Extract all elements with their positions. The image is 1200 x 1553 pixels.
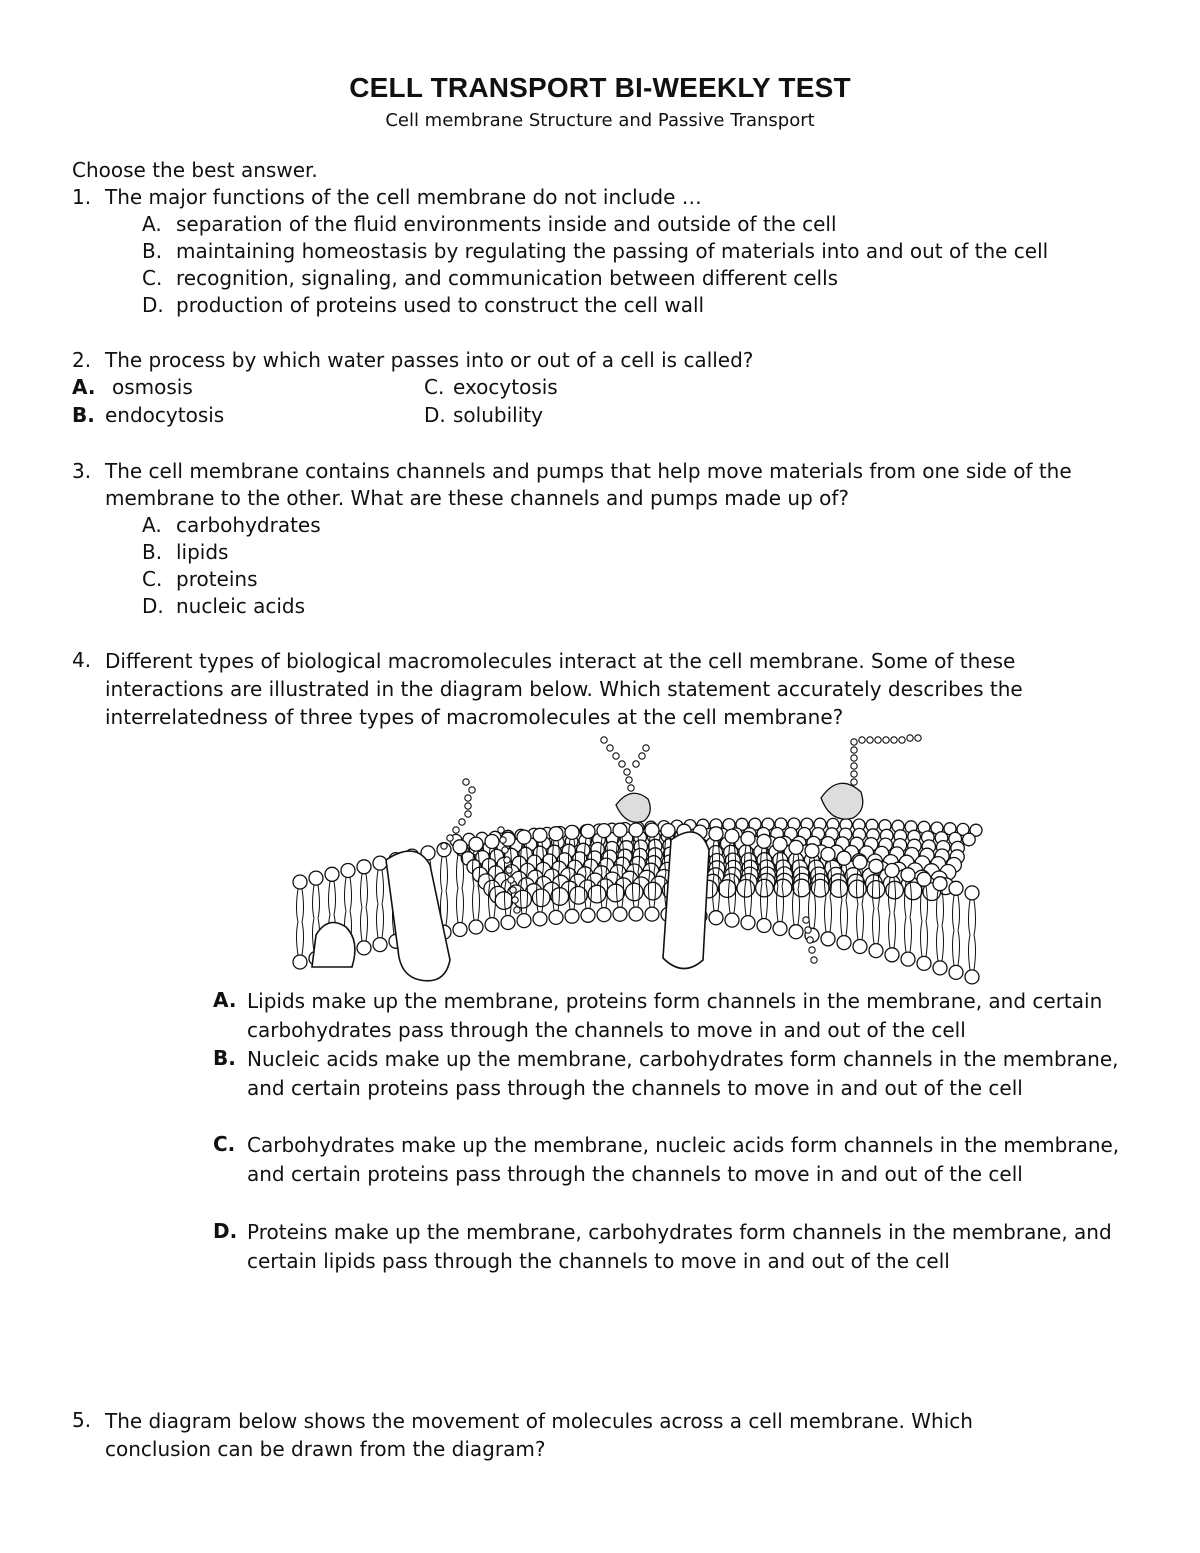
carbohydrate-chain (459, 819, 465, 825)
page-title: CELL TRANSPORT BI-WEEKLY TEST (349, 72, 851, 103)
question-text: The process by which water passes into or out of a cell is called? (105, 348, 754, 372)
question-text: The major functions of the cell membrane do not include … (105, 185, 702, 209)
phospholipid-head (517, 830, 531, 844)
phospholipid-head (581, 824, 595, 838)
option-text: separation of the fluid environments inside and outside of the cell (176, 212, 837, 236)
carbohydrate-chain (867, 737, 873, 743)
carbohydrate-chain (859, 737, 865, 743)
phospholipid-head (565, 825, 579, 839)
fatty-acid-tail (953, 895, 955, 930)
carbohydrate-chain (907, 735, 913, 741)
carbohydrate-chain (851, 763, 857, 769)
fatty-acid-tail (297, 889, 299, 922)
fatty-acid-tail (974, 935, 976, 970)
carbohydrate-chain (805, 927, 811, 933)
carbohydrate-chain (613, 753, 619, 759)
carbohydrate-chain (803, 917, 809, 923)
fatty-acid-tail (905, 917, 907, 952)
channel-protein (312, 923, 355, 968)
fatty-acid-tail (345, 878, 347, 911)
phospholipid-head (517, 914, 531, 928)
carbohydrate-chain (508, 877, 514, 883)
option-letter: B. (142, 239, 163, 263)
question-number: 1. (72, 185, 92, 209)
fatty-acid-tail (302, 889, 304, 922)
option-letter: A. (142, 513, 162, 537)
fatty-acid-tail (366, 907, 368, 941)
phospholipid-head (805, 844, 819, 858)
phospholipid-head (549, 827, 563, 841)
fatty-acid-tail (361, 907, 363, 941)
option-text: production of proteins used to construct the cell wall (176, 293, 705, 317)
fatty-acid-tail (809, 893, 811, 928)
option-letter: D. (213, 1219, 238, 1243)
carbohydrate-chain (619, 761, 625, 767)
fatty-acid-tail (969, 935, 971, 970)
carbohydrate-chain (441, 843, 447, 849)
phospholipid-head (756, 879, 774, 897)
phospholipid-head (869, 944, 883, 958)
fatty-acid-tail (862, 904, 864, 939)
carbohydrate-chain (514, 907, 520, 913)
fatty-acid-tail (974, 900, 976, 935)
phospholipid-head (853, 855, 867, 869)
carbohydrate-chain (628, 785, 634, 791)
phospholipid-head (581, 908, 595, 922)
phospholipid-head (965, 970, 979, 984)
carbohydrate-chain (851, 755, 857, 761)
phospholipid-head (901, 868, 915, 882)
option-letter: C. (142, 266, 163, 290)
fatty-acid-tail (377, 904, 379, 938)
phospholipid-head (741, 916, 755, 930)
phospholipid-head (549, 910, 563, 924)
carbohydrate-chain (626, 777, 632, 783)
fatty-acid-tail (942, 926, 944, 961)
phospholipid-head (293, 875, 307, 889)
carbohydrate-chain (807, 937, 813, 943)
carbohydrate-chain (643, 745, 649, 751)
phospholipid-head (645, 907, 659, 921)
phospholipid-head (837, 936, 851, 950)
phospholipid-head (757, 834, 771, 848)
carbohydrate-chain (891, 737, 897, 743)
carbohydrate-chain (875, 737, 881, 743)
phospholipid-head (644, 882, 662, 900)
phospholipid-head (501, 916, 515, 930)
phospholipid-head (469, 920, 483, 934)
phospholipid-head (773, 922, 787, 936)
question-text: Different types of biological macromolecules interact at the cell membrane. Some of these interactions are illustrated in the diagram below. Which statement accurately describes the interrelatedness of three types of macromolecules at the cell membrane? (105, 649, 1023, 729)
phospholipid-head (885, 864, 899, 878)
option-text: Carbohydrates make up the membrane, nucleic acids form channels in the membrane, and certain proteins pass through the channels to move in and out of the cell (247, 1133, 1120, 1186)
option-letter: A. (142, 212, 162, 236)
carbohydrate-chain (809, 947, 815, 953)
fatty-acid-tail (814, 893, 816, 928)
option-letter: B. (142, 540, 163, 564)
phospholipid-head (373, 856, 387, 870)
phospholipid-head (533, 912, 547, 926)
phospholipid-head (869, 859, 883, 873)
fatty-acid-tail (366, 874, 368, 908)
phospholipid-head (485, 835, 499, 849)
fatty-acid-tail (334, 881, 336, 914)
carbohydrate-chain (607, 745, 613, 751)
option-text: Nucleic acids make up the membrane, carbohydrates form channels in the membrane, and certain proteins pass through the channels to move in and out of the cell (247, 1047, 1119, 1100)
fatty-acid-tail (457, 888, 459, 922)
option-text: exocytosis (453, 375, 558, 399)
phospholipid-head (373, 938, 387, 952)
phospholipid-head (965, 886, 979, 900)
option-letter: A. (72, 375, 96, 399)
phospholipid-head (613, 907, 627, 921)
fatty-acid-tail (473, 886, 475, 921)
fatty-acid-tail (329, 881, 331, 914)
phospholipid-head (485, 918, 499, 932)
carbohydrate-chain (851, 771, 857, 777)
phospholipid-head (309, 871, 323, 885)
fatty-acid-tail (857, 904, 859, 939)
phospholipid-head (821, 847, 835, 861)
phospholipid-head (709, 911, 723, 925)
carbohydrate-chain (851, 779, 857, 785)
phospholipid-head (933, 961, 947, 975)
option-letter: C. (142, 567, 163, 591)
phospholipid-head (293, 955, 307, 969)
option-letter: D. (142, 293, 164, 317)
phospholipid-head (885, 948, 899, 962)
phospholipid-head (949, 965, 963, 979)
fatty-acid-tail (873, 908, 875, 943)
phospholipid-head (789, 925, 803, 939)
phospholipid-head (917, 956, 931, 970)
fatty-acid-tail (910, 917, 912, 952)
option-letter: A. (213, 988, 237, 1012)
option-text: proteins (176, 567, 258, 591)
phospholipid-head (629, 907, 643, 921)
page-subtitle: Cell membrane Structure and Passive Transport (385, 110, 815, 131)
fatty-acid-tail (958, 930, 960, 965)
carbohydrate-chain (453, 827, 459, 833)
instructions: Choose the best answer. (72, 158, 318, 182)
carbohydrate-chain (465, 795, 471, 801)
carbohydrate-chain (512, 897, 518, 903)
glycoprotein (616, 793, 650, 822)
carbohydrate-chain (811, 957, 817, 963)
phospholipid-head (613, 823, 627, 837)
fatty-acid-tail (894, 913, 896, 948)
fatty-acid-tail (926, 921, 928, 956)
carbohydrate-chain (851, 747, 857, 753)
phospholipid-head (469, 837, 483, 851)
option-text: lipids (176, 540, 229, 564)
option-letter: D. (142, 594, 164, 618)
phospholipid-head (341, 864, 355, 878)
carbohydrate-chain (915, 735, 921, 741)
phospholipid-head (793, 879, 811, 897)
option-text: osmosis (112, 375, 193, 399)
fatty-acid-tail (878, 908, 880, 943)
fatty-acid-tail (942, 891, 944, 926)
fatty-acid-tail (846, 900, 848, 935)
question-number: 3. (72, 459, 92, 483)
carbohydrate-chain (883, 737, 889, 743)
option-text: recognition, signaling, and communication between different cells (176, 266, 839, 290)
phospholipid-head (565, 909, 579, 923)
fatty-acid-tail (382, 870, 384, 904)
phospholipid-head (773, 837, 787, 851)
carbohydrate-chain (510, 887, 516, 893)
carbohydrate-chain (469, 787, 475, 793)
fatty-acid-tail (841, 900, 843, 935)
phospholipid-head (718, 880, 736, 898)
phospholipid-head (597, 824, 611, 838)
phospholipid-head (901, 952, 915, 966)
question-number: 2. (72, 348, 92, 372)
phospholipid-head (357, 941, 371, 955)
question-text: The diagram below shows the movement of molecules across a cell membrane. Which conclusion can be drawn from the diagram? (105, 1409, 973, 1461)
option-text: carbohydrates (176, 513, 321, 537)
fatty-acid-tail (302, 922, 304, 955)
fatty-acid-tail (382, 904, 384, 938)
question-text-line-2: membrane to the other. What are these channels and pumps made up of? (105, 486, 850, 510)
option-text: Lipids make up the membrane, proteins form channels in the membrane, and certain carbohydrates pass through the channels to move in and out of the cell (247, 989, 1103, 1042)
phospholipid-head (495, 892, 513, 910)
carbohydrate-chain (639, 753, 645, 759)
carbohydrate-chain (465, 803, 471, 809)
fatty-acid-tail (361, 874, 363, 908)
fatty-acid-tail (969, 900, 971, 935)
carbohydrate-chain (498, 827, 504, 833)
phospholipid-head (725, 829, 739, 843)
carbohydrate-chain (851, 739, 857, 745)
fatty-acid-tail (318, 885, 320, 918)
fatty-acid-tail (478, 886, 480, 921)
cell-membrane-diagram (286, 730, 986, 988)
carbohydrate-chain (500, 837, 506, 843)
phospholipid-head (453, 840, 467, 854)
carbohydrate-chain (463, 779, 469, 785)
channel-protein (663, 832, 709, 969)
fatty-acid-tail (889, 913, 891, 948)
phospholipid-head (830, 880, 848, 898)
phospholipid-head (949, 881, 963, 895)
carbohydrate-chain (506, 867, 512, 873)
phospholipid-head (533, 828, 547, 842)
fatty-acid-tail (313, 885, 315, 918)
fatty-acid-tail (457, 854, 459, 888)
fatty-acid-tail (953, 930, 955, 965)
option-letter: C. (213, 1132, 236, 1156)
phospholipid-head (725, 913, 739, 927)
fatty-acid-tail (830, 897, 832, 932)
phospholipid-head (867, 881, 885, 899)
phospholipid-head (789, 840, 803, 854)
fatty-acid-tail (793, 890, 795, 925)
fatty-acid-tail (462, 888, 464, 922)
option-letter: B. (213, 1046, 236, 1070)
phospholipid-head (963, 833, 976, 846)
option-text: maintaining homeostasis by regulating the passing of materials into and out of the cell (176, 239, 1049, 263)
option-text: endocytosis (105, 403, 225, 427)
phospholipid-head (757, 919, 771, 933)
option-letter: C. (424, 375, 445, 399)
question-number: 4. (72, 648, 92, 672)
option-text: Proteins make up the membrane, carbohydrates form channels in the membrane, and certain lipids pass through the channels to move in and out of the cell (247, 1220, 1112, 1273)
fatty-acid-tail (958, 895, 960, 930)
phospholipid-head (453, 923, 467, 937)
phospholipid-head (357, 860, 371, 874)
fatty-acid-tail (921, 921, 923, 956)
option-text: solubility (453, 403, 543, 427)
phospholipid-head (741, 832, 755, 846)
phospholipid-head (853, 940, 867, 954)
question-number: 5. (72, 1408, 92, 1432)
carbohydrate-chain (447, 835, 453, 841)
carbohydrate-chain (504, 857, 510, 863)
phospholipid-head (629, 823, 643, 837)
carbohydrate-chain (465, 811, 471, 817)
phospholipid-head (821, 932, 835, 946)
fatty-acid-tail (441, 857, 443, 891)
phospholipid-head (325, 867, 339, 881)
phospholipid-head (645, 823, 659, 837)
carbohydrate-chain (633, 761, 639, 767)
fatty-acid-tail (825, 897, 827, 932)
carbohydrate-chain (502, 847, 508, 853)
option-letter: B. (72, 403, 95, 427)
glycoprotein (821, 783, 863, 819)
option-letter: D. (424, 403, 446, 427)
carbohydrate-chain (624, 769, 630, 775)
phospholipid-head (837, 851, 851, 865)
phospholipid-head (625, 883, 643, 901)
phospholipid-head (661, 824, 675, 838)
phospholipid-head (607, 884, 625, 902)
phospholipid-head (532, 889, 550, 907)
fatty-acid-tail (446, 857, 448, 891)
fatty-acid-tail (297, 922, 299, 955)
carbohydrate-chain (601, 737, 607, 743)
fatty-acid-tail (377, 870, 379, 904)
fatty-acid-tail (937, 926, 939, 961)
phospholipid-head (933, 877, 947, 891)
carbohydrate-chain (899, 737, 905, 743)
phospholipid-head (597, 908, 611, 922)
option-text: nucleic acids (176, 594, 306, 618)
phospholipid-head (709, 827, 723, 841)
question-text-line-1: The cell membrane contains channels and pumps that help move materials from one side of the (105, 459, 1072, 483)
fatty-acid-tail (446, 891, 448, 925)
fatty-acid-tail (350, 878, 352, 911)
phospholipid-head (917, 872, 931, 886)
